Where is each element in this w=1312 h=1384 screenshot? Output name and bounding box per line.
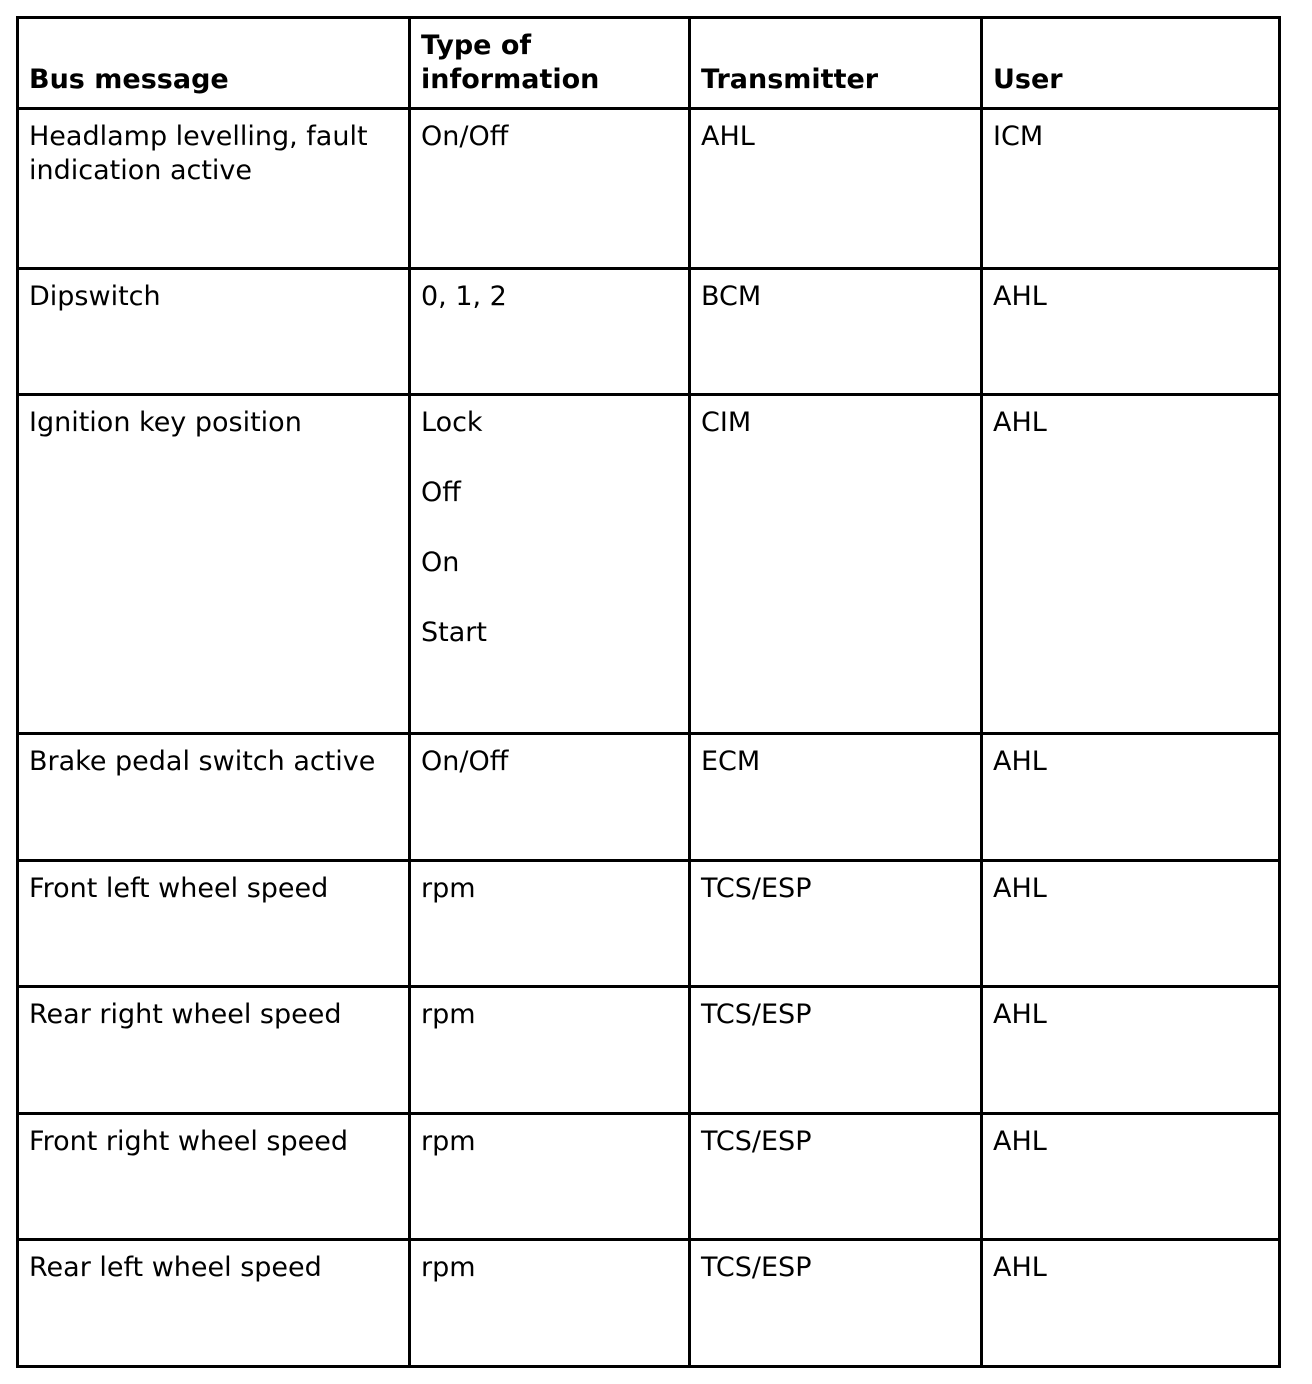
type-value: rpm [421,1126,476,1157]
header-type-of-information: Type of information [410,18,690,109]
type-value: rpm [421,873,476,904]
cell-transmitter: CIM [690,395,982,734]
type-value: rpm [421,999,476,1030]
cell-type-of-information [410,734,690,861]
cell-user: AHL [982,987,1280,1114]
cell-user: ICM [982,109,1280,269]
cell-user: AHL [982,734,1280,861]
type-value: Start [421,617,487,648]
cell-transmitter: AHL [690,109,982,269]
table-row [18,734,1280,861]
table-row [18,1114,1280,1240]
cell-type-of-information [410,269,690,395]
cell-type-of-information [410,395,690,734]
table-row [18,1240,1280,1367]
header-bus-message: Bus message [18,18,410,109]
header-transmitter: Transmitter [690,18,982,109]
cell-bus-message: Front left wheel speed [18,861,410,987]
table-row [18,395,1280,734]
cell-bus-message: Headlamp levelling, fault indication active [18,109,410,269]
cell-type-of-information [410,1240,690,1367]
cell-bus-message: Ignition key position [18,395,410,734]
table-row [18,269,1280,395]
cell-transmitter: TCS/ESP [690,1240,982,1367]
bus-message-table [16,16,1281,1368]
cell-user: AHL [982,269,1280,395]
cell-type-of-information [410,861,690,987]
cell-type-of-information [410,109,690,269]
type-value: Off [421,477,461,508]
cell-type-of-information [410,1114,690,1240]
table-row [18,861,1280,987]
cell-bus-message: Rear right wheel speed [18,987,410,1114]
cell-transmitter: BCM [690,269,982,395]
table-header-row [18,18,1280,109]
table-row [18,109,1280,269]
cell-user: AHL [982,395,1280,734]
cell-type-of-information [410,987,690,1114]
cell-transmitter: TCS/ESP [690,861,982,987]
cell-bus-message: Dipswitch [18,269,410,395]
table-row [18,987,1280,1114]
type-value: 0, 1, 2 [421,281,507,312]
type-value: Lock [421,407,483,438]
type-value: On/Off [421,746,509,777]
cell-bus-message: Rear left wheel speed [18,1240,410,1367]
cell-bus-message: Brake pedal switch active [18,734,410,861]
cell-bus-message: Front right wheel speed [18,1114,410,1240]
header-user: User [982,18,1280,109]
cell-transmitter: TCS/ESP [690,987,982,1114]
cell-transmitter: ECM [690,734,982,861]
cell-user: AHL [982,1114,1280,1240]
type-value: rpm [421,1252,476,1283]
type-value: On/Off [421,121,509,152]
cell-transmitter: TCS/ESP [690,1114,982,1240]
type-value: On [421,547,460,578]
cell-user: AHL [982,1240,1280,1367]
cell-user: AHL [982,861,1280,987]
